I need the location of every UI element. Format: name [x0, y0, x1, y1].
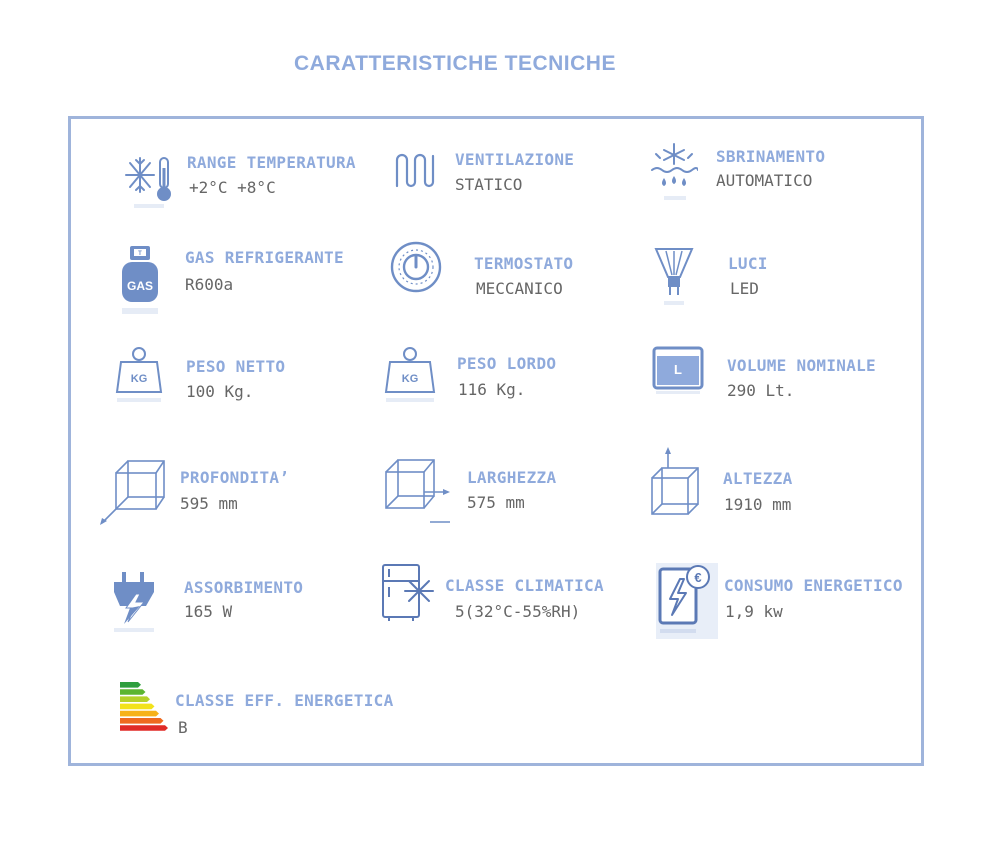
weight-icon: [384, 346, 436, 404]
spec-value: 165 W: [184, 602, 233, 621]
spec-label: VENTILAZIONE: [455, 150, 575, 169]
snowflake-thermometer-icon: [122, 152, 180, 210]
energy-class-bar: [120, 711, 159, 717]
specs-frame: [68, 116, 924, 766]
width-cube-icon: [382, 456, 452, 526]
spec-label: RANGE TEMPERATURA: [187, 153, 356, 172]
spec-label: CONSUMO ENERGETICO: [724, 576, 903, 595]
energy-class-bar: [120, 718, 164, 724]
spec-value: B: [178, 718, 188, 737]
spec-value: 100 Kg.: [186, 382, 254, 401]
spec-label: CLASSE EFF. ENERGETICA: [175, 691, 394, 710]
gas-cylinder-icon: [118, 244, 162, 318]
spec-label: SBRINAMENTO: [716, 147, 826, 166]
svg-text:KG: KG: [401, 373, 419, 385]
svg-text:T: T: [138, 251, 142, 257]
thermostat-dial-icon: [389, 240, 443, 294]
spec-value: 290 Lt.: [727, 381, 795, 400]
led-bulb-icon: [654, 247, 694, 309]
spec-label: ASSORBIMENTO: [184, 578, 304, 597]
page-title: CARATTERISTICHE TECNICHE: [294, 52, 616, 75]
spec-label: GAS REFRIGERANTE: [185, 248, 344, 267]
energy-meter-icon: [656, 563, 718, 639]
fridge-snowflake-icon: [381, 563, 439, 623]
spec-label: PESO NETTO: [186, 357, 286, 376]
spec-value: AUTOMATICO: [716, 171, 813, 190]
spec-value: 5(32°C-55%RH): [455, 602, 581, 621]
depth-cube-icon: [98, 455, 168, 527]
spec-value: STATICO: [455, 175, 523, 194]
svg-text:L: L: [674, 362, 682, 377]
spec-label: CLASSE CLIMATICA: [445, 576, 604, 595]
coil-icon: [393, 152, 439, 190]
weight-icon: [115, 346, 163, 404]
energy-label-icon: [118, 680, 170, 736]
spec-label: VOLUME NOMINALE: [727, 356, 876, 375]
spec-value: 1,9 kw: [725, 602, 783, 621]
spec-value: 595 mm: [180, 494, 238, 513]
spec-label: LARGHEZZA: [467, 468, 557, 487]
energy-class-bar: [120, 689, 146, 695]
volume-icon: [652, 346, 704, 396]
spec-value: LED: [730, 279, 759, 298]
height-cube-icon: [648, 446, 704, 518]
spec-value: 1910 mm: [724, 495, 792, 514]
svg-text:KG: KG: [130, 373, 148, 385]
spec-label: ALTEZZA: [723, 469, 793, 488]
svg-text:€: €: [694, 570, 702, 585]
spec-value: 575 mm: [467, 493, 525, 512]
energy-class-bar: [120, 725, 168, 731]
defrost-icon: [650, 140, 698, 206]
spec-value: R600a: [185, 275, 234, 294]
energy-class-bar: [120, 682, 141, 688]
spec-label: LUCI: [728, 254, 768, 273]
svg-text:GAS: GAS: [126, 279, 154, 293]
spec-label: PESO LORDO: [457, 354, 557, 373]
spec-value: MECCANICO: [476, 279, 563, 298]
energy-class-bar: [120, 696, 150, 702]
power-plug-icon: [110, 570, 158, 634]
energy-class-bar: [120, 704, 155, 710]
spec-value: +2°C +8°C: [189, 178, 276, 197]
spec-value: 116 Kg.: [458, 380, 526, 399]
spec-label: PROFONDITA’: [180, 468, 290, 487]
spec-label: TERMOSTATO: [474, 254, 574, 273]
